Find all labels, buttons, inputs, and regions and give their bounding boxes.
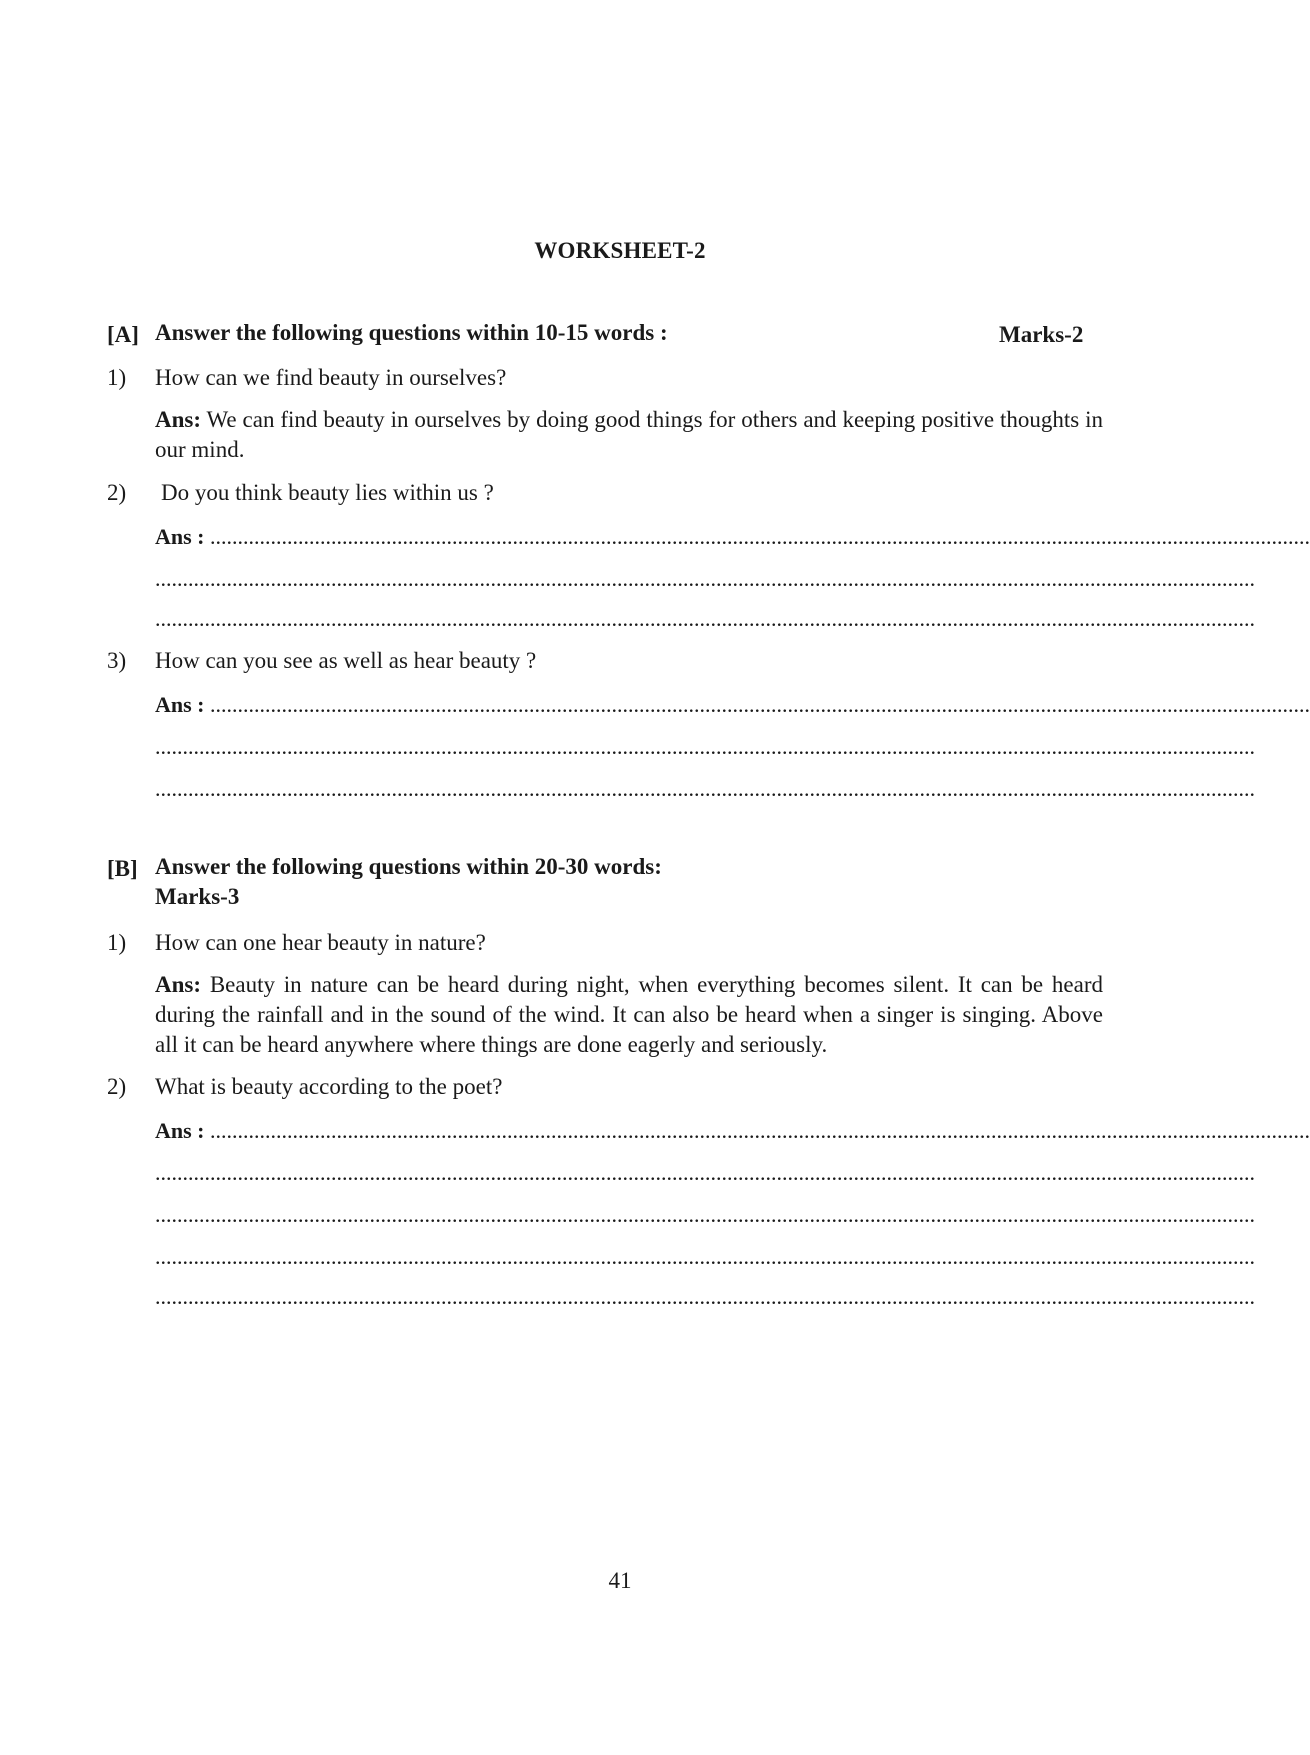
question-b2-number: 2): [107, 1074, 127, 1099]
answer-a1-text: We can find beauty in ourselves by doing good things for others and keeping positive thoughts in our mind.: [155, 407, 1103, 462]
answer-b2-line-4[interactable]: ........................................................................................................................................................................................................: [155, 1244, 1255, 1269]
answer-b2-line-3[interactable]: ........................................................................................................................................................................................................: [155, 1202, 1255, 1227]
question-b1-text: How can one hear beauty in nature?: [155, 930, 486, 955]
answer-a3-label: Ans :: [155, 692, 205, 717]
answer-b2-label: Ans :: [155, 1118, 205, 1143]
section-a-marks: Marks-2: [999, 322, 1084, 347]
page-title: WORKSHEET-2: [534, 238, 706, 263]
answer-b2-line-5[interactable]: ........................................................................................................................................................................................................: [155, 1284, 1255, 1309]
page-number: 41: [608, 1568, 632, 1593]
question-b1-number: 1): [107, 930, 127, 955]
question-a2-number: 2): [107, 480, 127, 505]
answer-a1-label: Ans:: [155, 407, 202, 432]
answer-a2-line-1[interactable]: Ans : ........................................................................................................................................................................................................: [155, 524, 1310, 549]
section-a-instruction: Answer the following questions within 10-15 words :: [155, 320, 668, 345]
answer-a2-line-2[interactable]: ........................................................................................................................................................................................................: [155, 566, 1255, 591]
answer-b2-line-1[interactable]: Ans : ........................................................................................................................................................................................................: [155, 1118, 1310, 1143]
answer-a2-line-3[interactable]: ........................................................................................................................................................................................................: [155, 606, 1255, 631]
answer-b1-text: Beauty in nature can be heard during night, when everything becomes silent. It can be heard during the rainfall and in the sound of the wind. It can also be heard when a singer is singing. Above all it can be heard anywhere where things are done eagerly and seriously.: [155, 972, 1103, 1057]
answer-b2-line-2[interactable]: ........................................................................................................................................................................................................: [155, 1160, 1255, 1185]
question-b2-text: What is beauty according to the poet?: [155, 1074, 503, 1099]
question-a3-text: How can you see as well as hear beauty ?: [155, 648, 537, 673]
question-a1-number: 1): [107, 365, 127, 390]
answer-b1-label: Ans:: [155, 972, 202, 997]
answer-a1: [155, 405, 1103, 465]
answer-a3-line-1[interactable]: Ans : ........................................................................................................................................................................................................: [155, 692, 1310, 717]
question-a3-number: 3): [107, 648, 127, 673]
question-a1-text: How can we find beauty in ourselves?: [155, 365, 507, 390]
section-b-marks: Marks-3: [155, 884, 240, 909]
answer-a3-line-2[interactable]: ........................................................................................................................................................................................................: [155, 734, 1255, 759]
answer-a3-line-3[interactable]: ........................................................................................................................................................................................................: [155, 776, 1255, 801]
section-b-tag: [B]: [107, 856, 138, 881]
section-b-instruction: Answer the following questions within 20-30 words:: [155, 854, 662, 879]
answer-b1: [155, 970, 1103, 1060]
question-a2-text: Do you think beauty lies within us ?: [161, 480, 494, 505]
answer-a2-label: Ans :: [155, 524, 205, 549]
section-a-tag: [A]: [107, 322, 139, 347]
